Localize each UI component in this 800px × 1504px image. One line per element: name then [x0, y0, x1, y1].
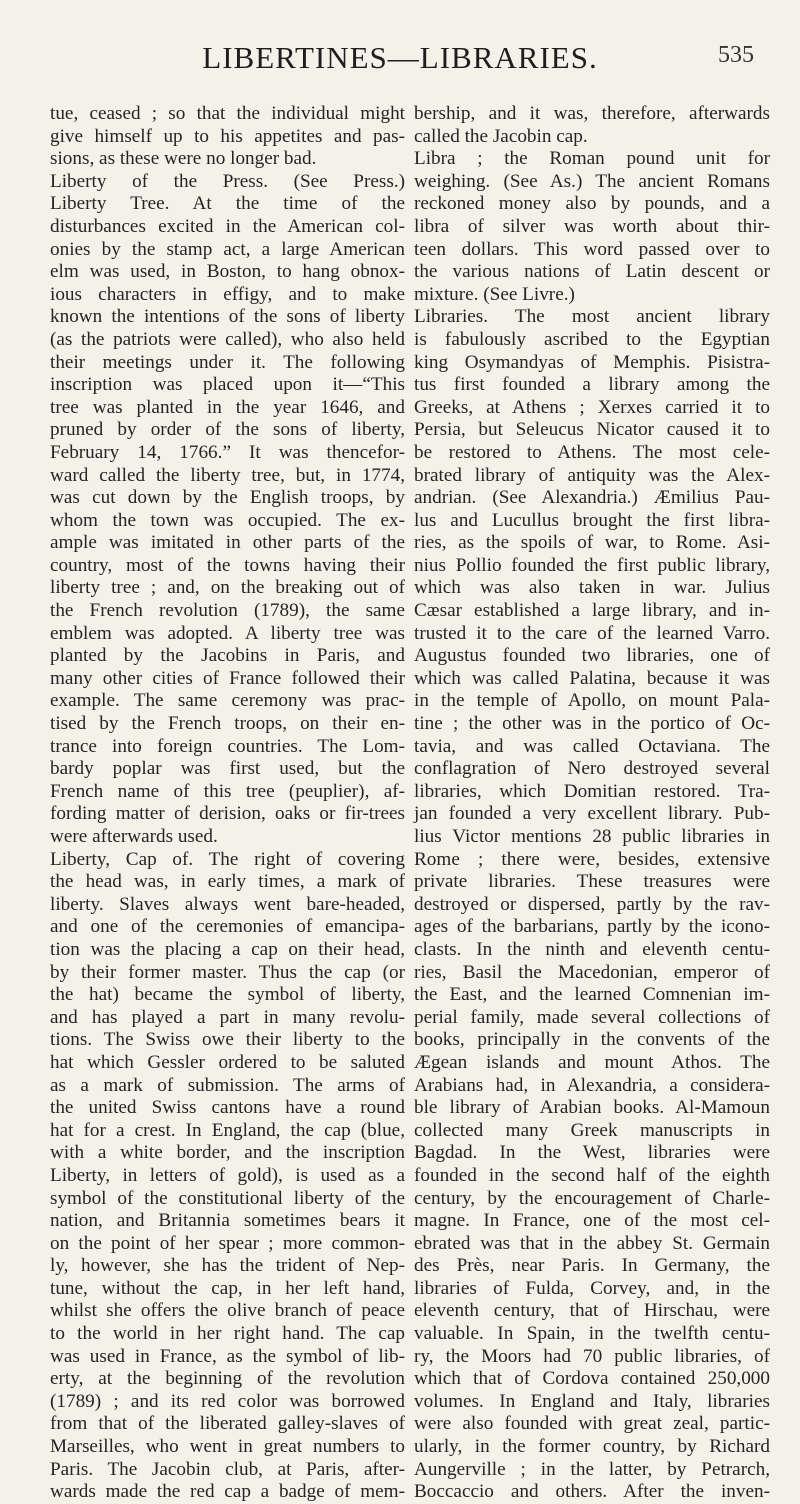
- text-line: Boccaccio and others. After the inven-: [414, 1481, 770, 1503]
- text-line: by their former master. Thus the cap (or: [50, 961, 405, 983]
- text-line: was cut down by the English troops, by: [50, 487, 405, 509]
- text-line: andrian. (See Alexandria.) Æmilius Pau-: [414, 487, 770, 509]
- text-line: emblem was adopted. A liberty tree was: [50, 622, 405, 644]
- text-line: country, most of the towns having their: [50, 554, 405, 576]
- text-line: was used in France, as the symbol of lib-: [50, 1345, 405, 1367]
- text-line: their meetings under it. The following: [50, 351, 405, 373]
- text-line: eleventh century, that of Hirschau, were: [414, 1300, 770, 1322]
- text-line: French name of this tree (peuplier), af-: [50, 780, 405, 802]
- text-line: ries, as the spoils of war, to Rome. Asi-: [414, 532, 770, 554]
- text-line: valuable. In Spain, in the twelfth centu-: [414, 1323, 770, 1345]
- text-line: hat for a crest. In England, the cap (blue,: [50, 1119, 405, 1141]
- text-line: fording matter of derision, oaks or fir-trees: [50, 803, 405, 825]
- text-line: bardy poplar was first used, but the: [50, 758, 405, 780]
- text-line: erty, at the beginning of the revolution: [50, 1368, 405, 1390]
- text-line: reckoned money also by pounds, and a: [414, 193, 770, 215]
- text-line: ebrated was that in the abbey St. Germain: [414, 1232, 770, 1254]
- text-line: were also founded with great zeal, partic-: [414, 1413, 770, 1435]
- text-line: Bagdad. In the West, libraries were: [414, 1142, 770, 1164]
- text-line: mixture. (See Livre.): [414, 283, 575, 305]
- text-line: the united Swiss cantons have a round: [50, 1097, 405, 1119]
- text-line: whom the town was occupied. The ex-: [50, 509, 405, 531]
- text-line: Marseilles, who went in great numbers to: [50, 1436, 405, 1458]
- text-line: conflagration of Nero destroyed several: [414, 758, 770, 780]
- text-line: Liberty Tree. At the time of the: [50, 193, 405, 215]
- text-line: ularly, in the former country, by Richard: [414, 1436, 770, 1458]
- text-line: is fabulously ascribed to the Egyptian: [414, 328, 770, 350]
- text-line: ward called the liberty tree, but, in 1774,: [50, 464, 405, 486]
- text-line: tavia, and was called Octaviana. The: [414, 735, 770, 757]
- text-line: (1789) ; and its red color was borrowed: [50, 1390, 405, 1412]
- text-line: whilst she offers the olive branch of peace: [50, 1300, 405, 1322]
- text-line: century, by the encouragement of Charle-: [414, 1187, 770, 1209]
- text-line: Paris. The Jacobin club, at Paris, after-: [50, 1458, 405, 1480]
- text-line: pruned by order of the sons of liberty,: [50, 419, 405, 441]
- text-line: example. The same ceremony was prac-: [50, 690, 405, 712]
- text-line: the head was, in early times, a mark of: [50, 871, 405, 893]
- text-line: and one of the ceremonies of emancipa-: [50, 916, 405, 938]
- text-line: onies by the stamp act, a large American: [50, 238, 405, 260]
- text-line: libra of silver was worth about thir-: [414, 215, 770, 237]
- text-line: planted by the Jacobins in Paris, and: [50, 645, 405, 667]
- text-line: in the temple of Apollo, on mount Pala-: [414, 690, 770, 712]
- text-line: ble library of Arabian books. Al-Mamoun: [414, 1097, 770, 1119]
- text-line: as a mark of submission. The arms of: [50, 1074, 405, 1096]
- text-line: Libra ; the Roman pound unit for: [414, 148, 770, 170]
- text-line: Arabians had, in Alexandria, a considera-: [414, 1074, 770, 1096]
- text-line: teen dollars. This word passed over to: [414, 238, 770, 260]
- text-line: Rome ; there were, besides, extensive: [414, 848, 770, 870]
- text-line: known the intentions of the sons of liberty: [50, 306, 405, 328]
- text-line: founded in the second half of the eighth: [414, 1164, 770, 1186]
- text-line: Persia, but Seleucus Nicator caused it to: [414, 419, 770, 441]
- text-line: tune, without the cap, in her left hand,: [50, 1277, 405, 1299]
- text-line: ages of the barbarians, partly by the icono-: [414, 916, 770, 938]
- text-line: jan founded a very excellent library. Pub-: [414, 803, 770, 825]
- text-line: private libraries. These treasures were: [414, 871, 770, 893]
- text-line: and has played a part in many revolu-: [50, 1006, 405, 1028]
- left-column: [50, 103, 405, 1504]
- text-line: elm was used, in Boston, to hang obnox-: [50, 261, 405, 283]
- running-head: [0, 40, 800, 76]
- text-line: volumes. In England and Italy, libraries: [414, 1390, 770, 1412]
- text-line: to the world in her right hand. The cap: [50, 1323, 405, 1345]
- text-line: ious characters in effigy, and to make: [50, 283, 405, 305]
- text-line: Liberty of the Press. (See Press.): [50, 170, 405, 192]
- text-line: ample was imitated in other parts of the: [50, 532, 405, 554]
- text-line: clasts. In the ninth and eleventh centu-: [414, 938, 770, 960]
- text-line: ry, the Moors had 70 public libraries, of: [414, 1345, 770, 1367]
- text-line: libraries, which Domitian restored. Tra-: [414, 780, 770, 802]
- text-line: on the point of her spear ; more common-: [50, 1232, 405, 1254]
- text-line: brated library of antiquity was the Alex-: [414, 464, 770, 486]
- text-line: (as the patriots were called), who also held: [50, 328, 405, 350]
- text-line: with a white border, and the inscription: [50, 1142, 405, 1164]
- text-line: Liberty, Cap of. The right of covering: [50, 848, 405, 870]
- text-line: perial family, made several collections of: [414, 1006, 770, 1028]
- text-line: lus and Lucullus brought the first libra-: [414, 509, 770, 531]
- text-line: tised by the French troops, on their en-: [50, 713, 405, 735]
- text-line: books, principally in the convents of the: [414, 1029, 770, 1051]
- text-line: sions, as these were no longer bad.: [50, 148, 317, 170]
- text-line: disturbances excited in the American col-: [50, 215, 405, 237]
- text-line: which was called Palatina, because it was: [414, 667, 770, 689]
- text-line: Greeks, at Athens ; Xerxes carried it to: [414, 396, 770, 418]
- text-line: ries, Basil the Macedonian, emperor of: [414, 961, 770, 983]
- text-line: ly, however, she has the trident of Nep-: [50, 1255, 405, 1277]
- text-line: Cæsar established a large library, and in-: [414, 600, 770, 622]
- text-line: which that of Cordova contained 250,000: [414, 1368, 770, 1390]
- text-line: nius Pollio founded the first public library,: [414, 554, 770, 576]
- text-line: inscription was placed upon it—“This: [50, 374, 405, 396]
- text-line: tion was the placing a cap on their head,: [50, 938, 405, 960]
- text-line: were afterwards used.: [50, 826, 218, 847]
- text-line: February 14, 1766.” It was thencefor-: [50, 441, 405, 463]
- text-line: magne. In France, one of the most cel-: [414, 1210, 770, 1232]
- text-line: liberty tree ; and, on the breaking out of: [50, 577, 405, 599]
- text-line: weighing. (See As.) The ancient Romans: [414, 170, 770, 192]
- page-number: 535: [718, 42, 754, 68]
- right-column: [414, 103, 770, 1504]
- text-line: many other cities of France followed their: [50, 667, 405, 689]
- text-line: the East, and the learned Comnenian im-: [414, 984, 770, 1006]
- text-line: trance into foreign countries. The Lom-: [50, 735, 405, 757]
- text-line: tue, ceased ; so that the individual might: [50, 103, 405, 124]
- text-line: the French revolution (1789), the same: [50, 600, 405, 622]
- text-line: be restored to Athens. The most cele-: [414, 441, 770, 463]
- text-line: Libraries. The most ancient library: [414, 306, 770, 328]
- text-line: Ægean islands and mount Athos. The: [414, 1051, 770, 1073]
- text-line: tions. The Swiss owe their liberty to the: [50, 1029, 405, 1051]
- text-line: tree was planted in the year 1646, and: [50, 396, 405, 418]
- text-line: des Près, near Paris. In Germany, the: [414, 1255, 770, 1277]
- text-line: libraries of Fulda, Corvey, and, in the: [414, 1277, 770, 1299]
- text-line: Aungerville ; in the latter, by Petrarch,: [414, 1458, 770, 1480]
- text-line: lius Victor mentions 28 public libraries in: [414, 826, 770, 847]
- text-line: nation, and Britannia sometimes bears it: [50, 1210, 405, 1232]
- text-line: the hat) became the symbol of liberty,: [50, 984, 405, 1006]
- text-line: give himself up to his appetites and pas-: [50, 125, 405, 147]
- text-line: wards made the red cap a badge of mem-: [50, 1481, 405, 1503]
- text-line: called the Jacobin cap.: [414, 125, 588, 147]
- text-line: tine ; the other was in the portico of Oc-: [414, 713, 770, 735]
- text-line: symbol of the constitutional liberty of the: [50, 1187, 405, 1209]
- text-line: Augustus founded two libraries, one of: [414, 645, 770, 667]
- text-line: collected many Greek manuscripts in: [414, 1119, 770, 1141]
- text-line: the various nations of Latin descent or: [414, 261, 770, 283]
- text-line: king Osymandyas of Memphis. Pisistra-: [414, 351, 770, 373]
- text-line: bership, and it was, therefore, afterwards: [414, 103, 770, 124]
- text-line: destroyed or dispersed, partly by the rav-: [414, 893, 770, 915]
- text-line: which was also taken in war. Julius: [414, 577, 770, 599]
- text-line: trusted it to the care of the learned Varro.: [414, 622, 770, 644]
- page-title: LIBERTINES—LIBRARIES.: [202, 40, 598, 75]
- text-line: tus first founded a library among the: [414, 374, 770, 396]
- text-line: liberty. Slaves always went bare-headed,: [50, 893, 405, 915]
- text-line: from that of the liberated galley-slaves of: [50, 1413, 405, 1435]
- text-line: Liberty, in letters of gold), is used as a: [50, 1164, 405, 1186]
- text-line: hat which Gessler ordered to be saluted: [50, 1051, 405, 1073]
